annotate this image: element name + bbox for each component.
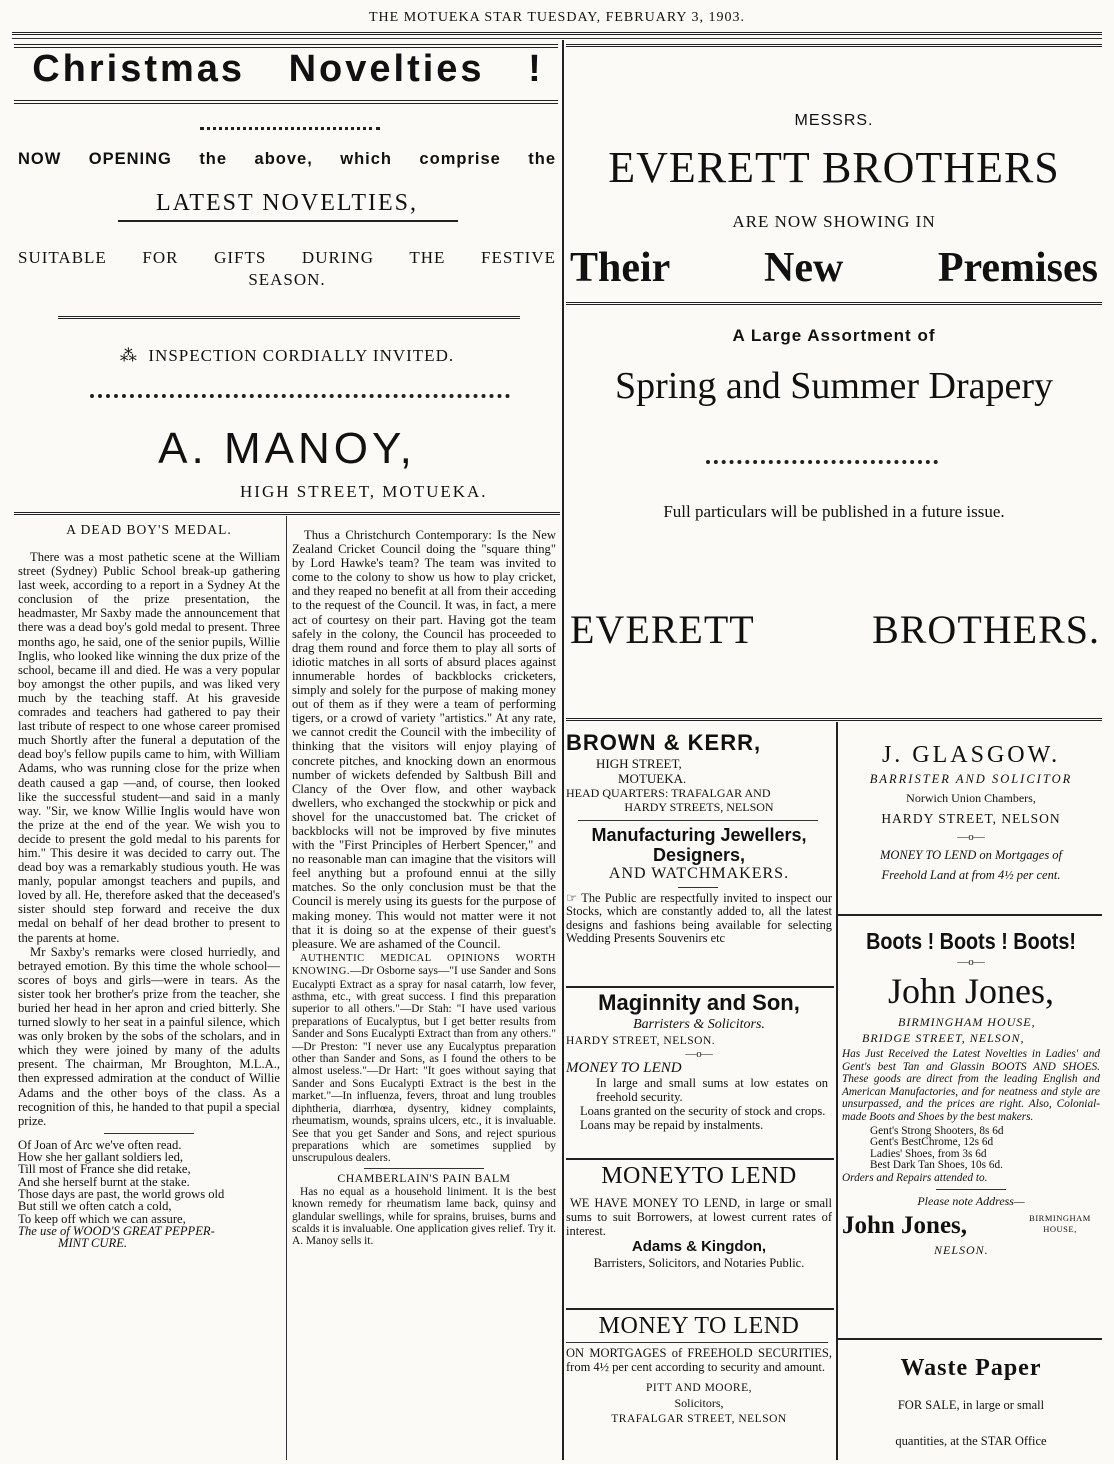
peppermint-poem [18,1139,280,1250]
jones-sig-town: NELSON. [934,1242,989,1257]
glasgow-role: BARRISTER AND SOLICITOR [869,772,1073,786]
maginnity-address: HARDY STREET, NELSON. [566,1035,716,1047]
pitt-head: MONEY TO LEND [598,1313,800,1339]
manoy-wavy-rule [200,127,380,133]
poem-line: How she her gallant soldiers led, [18,1150,184,1165]
brown-kerr-town: MOTUEKA. [618,771,687,786]
everett-wavy-rule [706,460,938,466]
everett-showing: ARE NOW SHOWING IN [732,212,936,231]
jones-sig-house2: HOUSE, [1043,1223,1077,1234]
pitt-name: PITT AND MOORE, [645,1382,752,1395]
poem-line: To keep off which we can assure, [18,1211,186,1226]
maginnity-name: Maginnity and Son, [598,990,800,1015]
jones-sep: —o— [957,956,985,968]
jones-price-list [842,1126,1100,1172]
article-cricket-council [292,528,556,1248]
everett-assortment: A Large Assortment of [732,326,936,345]
balm-heading: CHAMBERLAIN'S PAIN BALM [337,1170,511,1185]
brown-kerr-trade1: Manufacturing Jewellers, [591,825,807,845]
adams-name: Adams & Kingdon, [631,1238,767,1255]
article-dead-boys-medal [18,522,280,1250]
column-divider-articles [286,516,287,1460]
everett-drapery: Spring and Summer Drapery [615,365,1053,407]
pitt-address: TRAFALGAR STREET, NELSON [611,1413,787,1426]
everett-footer: EVERETT BROTHERS. [570,607,1100,652]
maginnity-money-body: In large and small sums at low estates on freehold security. [596,1076,828,1104]
brown-kerr-trade3: AND WATCHMAKERS. [608,865,790,882]
everett-mid-rule [566,302,1102,305]
poem-line: Till most of France she did retake, [18,1162,191,1177]
jones-price: Gent's Strong Shooters, 8s 6d [870,1124,1004,1137]
masthead-rule [12,32,1102,35]
manoy-title: Christmas Novelties ! [32,48,544,90]
medical-body: —Dr Osborne says—"I use Sander and Sons Eucalypti Extract as a spray for nasal catarrh, low fever, asthma, etc., with great success. I find this preparation superior to all others."—Dr Stah: "I have used various preparations of Eucalyptus, but I get better results from Sander and Sons Eucalypti Extract than from any others." —Dr Preston: "I never use any Eucalyptus preparation other than Sander and Sons, as I found the others to be almost useless."—Dr Hart: "It goes without saying that Sander and Sons Eucalypti Extract is the best in the market."—In influenza, fevers, throat and lung troubles diphtheria, diarrhœa, dysentry, kidney complaints, rheumatism, wounds, sprains ulcers, etc., it is invaluable. See that you get Sander and Sons, and reject spurious preparations which are sometimes supplied by unscrupulous dealers. [292,965,556,1165]
asterism-icon: ⁂ [119,346,149,365]
medical-opinions [292,952,556,1165]
article-cricket-p1: Thus a Christchurch Contemporary: Is the New Zealand Cricket Council doing the "square thing" by Lord Hawke's team? The team was invited to come to the colony to show us how to play cricket, and they reaped no benefit at all from their acceding to the request of the Council. It was, in fact, a mere act of courtesy on their part. Having got the team safely in the colony, the Council has proceeded to drag them round and force them to play all sorts of idiotic matches in all sorts of absurd places against innumerable hordes of backblocks cricketers, simply and solely for the purpose of making money out of them as if they were a team of performing tigers, or a crowd of variety "artistics." At any rate, we cannot credit the Council with the imbecility of thinking that the visitors will enjoy playing of concrete pitches, and knocking down an enormous number of wickets defended by Saltbush Bill and Clancy of the Over flow, and other wayback dwellers, who exchanged the stockwhip or pick and shovel for the unaccustomed bat. The cricket of backblocks will not be improved by five minutes with the "First Principles of Herbert Spencer," and no reasonable man can imagine that the visitors will feel anything but a profound ennui at the silly matches. So the only conclusion must be that the Council is merely using its guests for the purpose of making money. This would not matter were it not that it is doing so at the expense of their guest's pleasure. We are ashamed of the Council. [292,528,556,951]
glasgow-street: HARDY STREET, NELSON [881,811,1061,826]
brown-kerr-body: The Public are respectfully invited to inspect our Stocks, which are constantly added to, all the latest designs and fashions being available for selecting Wedding Presents Souvenirs etc [566,891,832,946]
medical-heading: AUTHENTIC MEDICAL OPINIONS WORTH KNOWING. [292,952,556,978]
manoy-name: A. MANOY, [158,424,416,473]
manoy-line1: NOW OPENING the above, which comprise the [18,150,556,168]
glasgow-money2: Freehold Land at from 4½ per cent. [881,868,1061,882]
brown-kerr-bottom-rule [566,986,834,988]
jones-body: Has Just Received the Latest Novelties in Ladies' and Gent's best Tan and Glassin BOOTS AND SHOES. These goods are direct from the leading English and American Manufactories, and for neatness and style are unsurpassed, and the prices are right. Also, Colonial-made Boots and Shoes by the best makers. [842,1048,1100,1123]
adams-bottom-rule [566,1308,834,1310]
jones-price: Gent's BestChrome, 12s 6d [870,1136,994,1149]
jones-price: Best Dark Tan Shoes, 10s 6d. [870,1159,1003,1172]
article-medal-p1: There was a most pathetic scene at the William street (Sydney) Public School break-up gathering last week, according to a report in a Sydney At the conclusion of the prize presentation, the headmaster, Mr Saxby made the announcement that there was a dead boy's gold medal to present. Three months ago, he said, one of the senior pupils, Willie Inglis, who looked like winning the dux prize of the school, became ill and died. He was a very popular boy amongst the other pupils, and was liked very much by the teaching staff. At his graveside comrades and teachers had gathered to pay their last tribute of respect to one whose career promised much Shortly after the funeral a deputation of the dead boy's fellow pupils came to him, with William Adams, who was running close for the prize when death caused a gap —and, of course, then looked like the successful student—and said in a manly way. "Sir, we know Willie Inglis would have won the prize at the end of the year. We wish you to decide to present the gold medal to his parents for him." This desire it was decided to carry out. The dead boy was a remarkably studious youth. He was manly, popular amongst teachers and pupils, and loved by all. He, therefore asked that the deceased's sister should step forward and receive the dux medal on behalf of her dead brother to present to the parents at home. [18,550,280,945]
maginnity-money-body2: Loans granted on the security of stock and crops. [580,1104,826,1118]
masthead-rule-thin [12,38,1102,39]
brown-kerr-hq2: HARDY STREETS, NELSON [624,800,774,814]
pitt-rule [566,1342,828,1343]
waste-line2: quantities, at the STAR Office [895,1434,1047,1448]
pitt-body: ON MORTGAGES of FREEHOLD SECURITIES, from 4½ per cent according to security and amount. [566,1346,832,1374]
brown-kerr-street: HIGH STREET, [596,756,682,771]
brown-kerr-rule [578,820,818,821]
pitt-moore-ad [566,1312,832,1428]
balm-body: Has no equal as a household liniment. It is the best known remedy for rheumatism lame back, quinsy and glandular swellings, while for sprains, bruises, burns and scalds it is invaluable. One application gives relief. Try it. A. Manoy sells it. [292,1185,556,1248]
manoy-title-rule [14,100,558,104]
pointing-hand-icon: ☞ [566,891,582,905]
jones-price: Ladies' Shoes, from 3s 6d [870,1147,987,1160]
medical-rule [364,1168,484,1169]
manoy-wavy-rule-2 [90,394,510,400]
manoy-subtitle: LATEST NOVELTIES, [156,190,418,216]
article-medal-p2: Mr Saxby's remarks were closed hurriedly, and betrayed emotion. By this time the whole school—scores of boys and girls—were in tears. As the sister took her brother's prize from the teacher, she buried her head in her apron and cried bitterly. She turned slowly to her seat in a painful silence, which was only broken by the sobs of the scholars, and in which they were joined by many of the adults present. The chairman, Mr Broughton, M.L.A., then expressed admiration at the conduct of Willie Adams and the other boys of the class. As a recognition of this, he handed to that pupil a special prize. [18,944,280,1128]
everett-name: EVERETT BROTHERS [608,143,1060,192]
poem-line: MINT CURE. [58,1236,128,1251]
waste-line1: FOR SALE, in large or small [897,1398,1045,1412]
article-medal-title: A DEAD BOY'S MEDAL. [66,522,232,537]
maginnity-ad [566,990,832,1133]
brown-kerr-body-row [566,892,832,946]
waste-head: Waste Paper [900,1355,1042,1381]
jones-rule [936,1189,1006,1190]
column-divider-ads [836,722,838,1460]
maginnity-bottom-rule [566,1158,834,1160]
maginnity-role: Barristers & Solicitors. [633,1017,765,1032]
brown-kerr-rule-2 [678,887,718,888]
poem-line: The use of WOOD'S GREAT PEPPER- [18,1223,215,1238]
balm-notice [292,1186,556,1248]
glasgow-ad [842,740,1100,884]
article-medal-rule [104,1133,194,1134]
everett-top-rule [566,44,1102,47]
glasgow-name: J. GLASGOW. [881,742,1061,768]
manoy-bottom-rule [14,512,560,515]
jones-street: BRIDGE STREET, NELSON, [862,1031,1025,1045]
john-jones-ad [842,926,1100,1257]
brown-kerr-ad [566,730,832,946]
adams-body: WE HAVE MONEY TO LEND, in large or small sums to suit Borrowers, at lowest current rates of interest. [566,1196,832,1238]
jones-signature-row [842,1209,1100,1243]
jones-head: Boots ! Boots ! Boots! [866,928,1076,954]
brown-kerr-name: BROWN & KERR, [566,730,762,755]
manoy-invite: INSPECTION CORDIALLY INVITED. [148,346,455,365]
poem-line: But still we often catch a cold, [18,1199,172,1214]
adams-head: MONEYTO LEND [601,1163,797,1189]
poem-line: Those days are past, the world grows old [18,1187,225,1202]
poem-line: And she herself burnt at the stake. [18,1174,190,1189]
manoy-address: HIGH STREET, MOTUEKA. [240,482,488,501]
manoy-line2: SUITABLE FOR GIFTS DURING THE FESTIVE [18,248,556,267]
everett-premises: Their New Premises [570,245,1098,291]
maginnity-sep: —o— [685,1048,713,1060]
everett-bottom-rule [566,718,1102,721]
waste-paper-ad [842,1352,1100,1450]
glasgow-money1: MONEY TO LEND on Mortgages of [879,848,1063,862]
manoy-subtitle-underline [118,220,458,222]
everett-particulars: Full particulars will be published in a future issue. [663,502,1005,521]
column-divider-main [562,40,564,1460]
brown-kerr-hq1: HEAD QUARTERS: TRAFALGAR AND [566,786,771,800]
manoy-mid-rule [58,316,520,319]
jones-house: BIRMINGHAM HOUSE, [898,1015,1036,1029]
maginnity-money-body3: Loans may be repaid by instalments. [580,1118,764,1132]
maginnity-money-head: MONEY TO LEND [566,1060,682,1076]
glasgow-bottom-rule [838,914,1102,916]
jones-sig: John Jones, [842,1211,968,1239]
adams-kingdon-ad [566,1162,832,1270]
everett-messrs: MESSRS. [794,112,874,129]
manoy-line3: SEASON. [248,270,326,289]
jones-sig-house1: BIRMINGHAM [1029,1212,1091,1223]
jones-note: Please note Address— [917,1193,1025,1208]
pitt-role: Solicitors, [674,1396,724,1411]
brown-kerr-trade2: Designers, [652,845,746,865]
jones-orders: Orders and Repairs attended to. [842,1171,988,1184]
jones-name: John Jones, [887,971,1054,1011]
manoy-invite-row [18,346,556,366]
poem-line: Of Joan of Arc we've often read. [18,1137,182,1152]
adams-role: Barristers, Solicitors, and Notaries Public. [593,1256,805,1270]
jones-bottom-rule [838,1338,1102,1340]
glasgow-sep: —o— [957,831,985,843]
masthead: THE MOTUEKA STAR TUESDAY, FEBRUARY 3, 1903. [369,10,745,25]
glasgow-chambers: Norwich Union Chambers, [906,791,1036,805]
